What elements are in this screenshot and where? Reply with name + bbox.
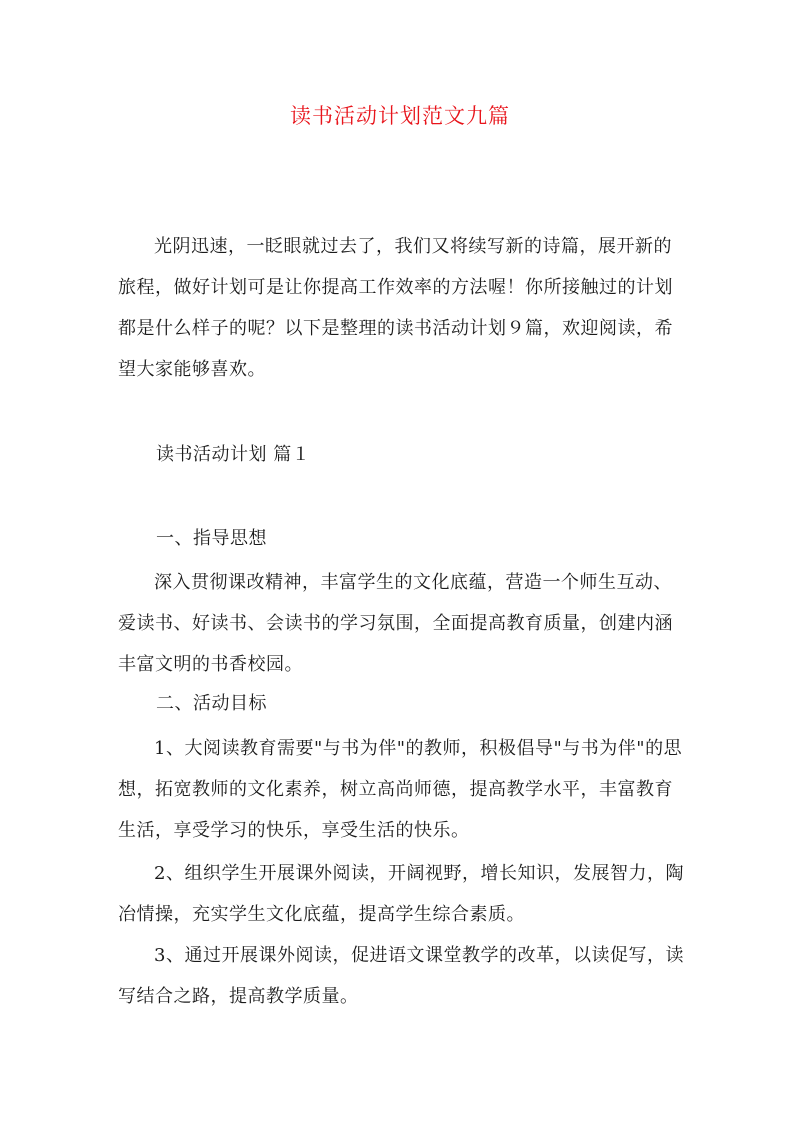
heading-activity-goals: 二、活动目标 <box>156 693 267 714</box>
section-title: 读书活动计划 篇１ <box>156 444 311 465</box>
paragraph-guiding-thought: 深入贯彻课改精神，丰富学生的文化底蕴，营造一个师生互动、爱读书、好读书、会读书的学习氛围，全面提高教育质量，创建内涵丰富文明的书香校园。 <box>118 572 673 675</box>
intro-paragraph: 光阴迅速，一眨眼就过去了，我们又将续写新的诗篇，展开新的旅程，做好计划可是让你提高工作效率的方法喔！你所接触过的计划都是什么样子的呢？以下是整理的读书活动计划９篇，欢迎阅读，希望大家能够喜欢。 <box>118 236 673 380</box>
paragraph-goal-1: 1、大阅读教育需要"与书为伴"的教师，积极倡导"与书为伴"的思想，拓宽教师的文化素养，树立高尚师德，提高教学水平，丰富教育生活，享受学习的快乐，享受生活的快乐。 <box>118 738 683 841</box>
heading-guiding-thought: 一、指导思想 <box>156 528 267 549</box>
paragraph-goal-3: 3、通过开展课外阅读，促进语文课堂教学的改革，以读促写，读写结合之路，提高教学质量。 <box>118 945 684 1007</box>
paragraph-goal-2: 2、组织学生开展课外阅读，开阔视野，增长知识，发展智力，陶冶情操，充实学生文化底蕴，提高学生综合素质。 <box>118 863 684 925</box>
document-title: 读书活动计划范文九篇 <box>290 104 510 128</box>
